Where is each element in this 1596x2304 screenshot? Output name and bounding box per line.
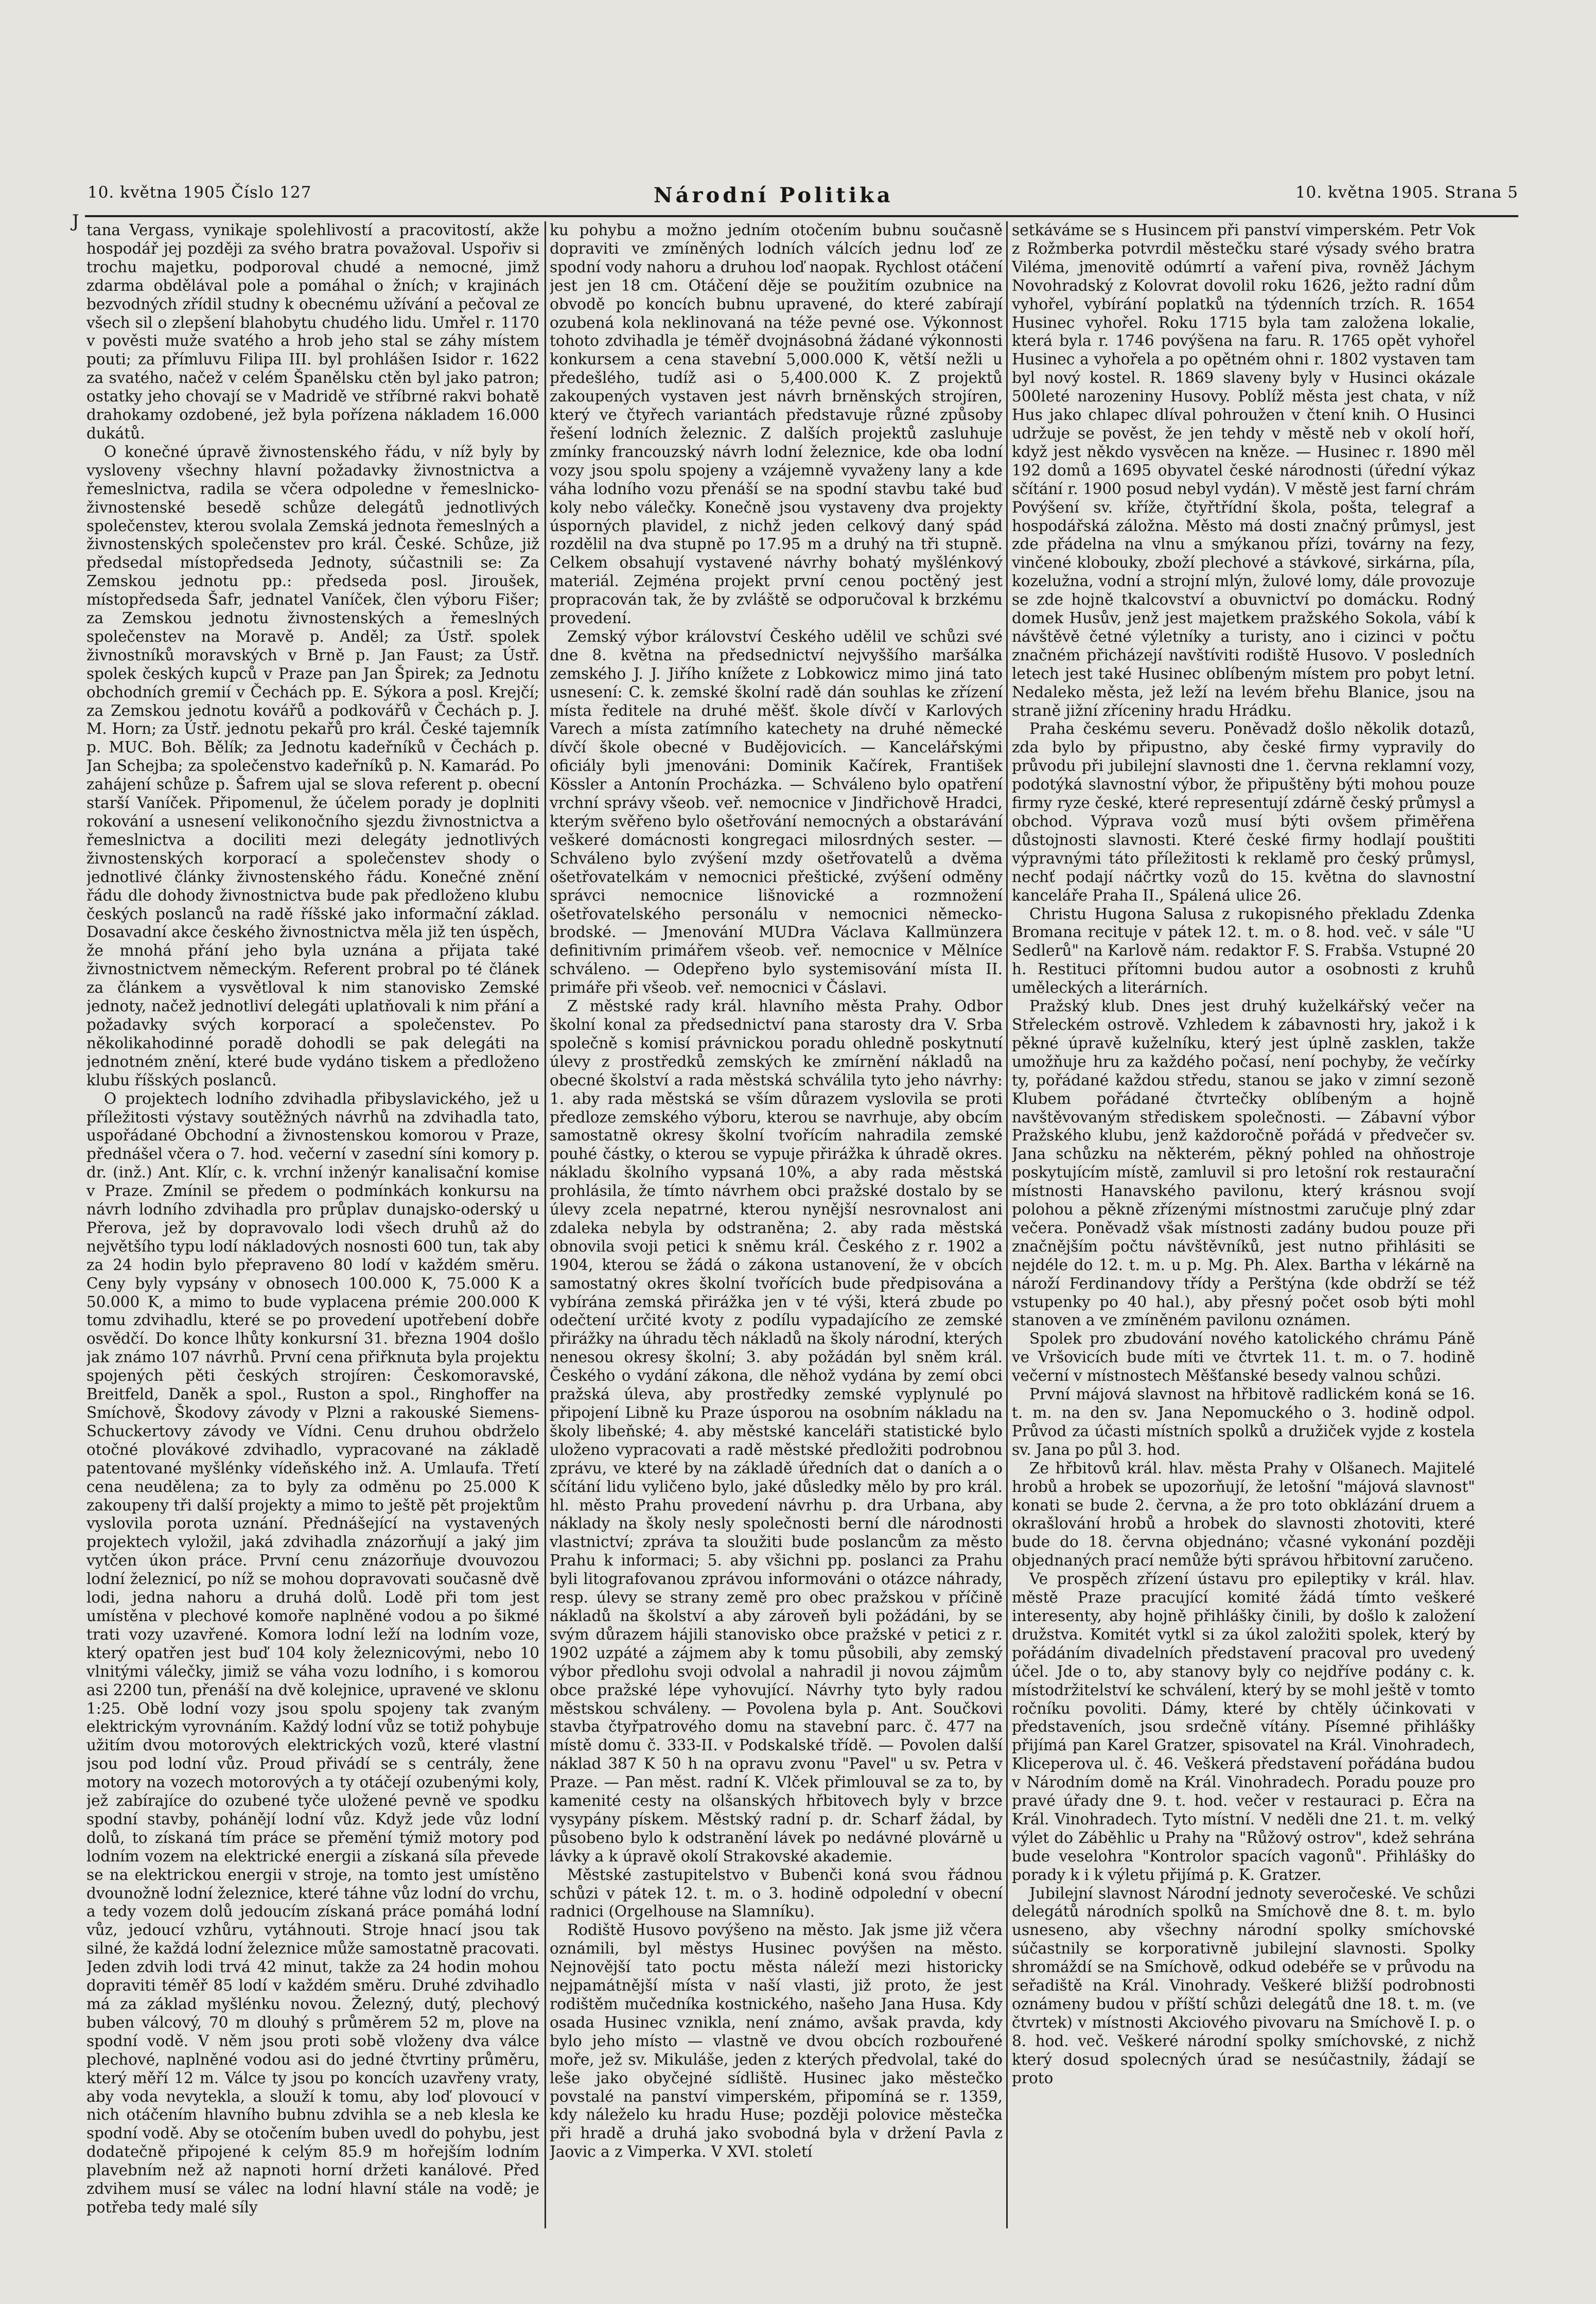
article-paragraph: Z městské rady král. hlavního města Prahy. Odbor školní konal za předsednictví pana starosty dra V. Srba společně s komisí právnickou poradu ohledně poskytnutí úlevy z prostředků zemských ke zmírnění nákladů na obecné školství a rada městská schválila tyto jeho návrhy: 1. aby rada městská se vším důrazem vyslovila se proti předloze zemského výboru, kterou se navrhuje, aby obcím samostatně okresy školní tvořícím nahradila zemské pouhé částky, o kterou se vypuje přirážka k úhradě okres. nákladu školního vypsaná 10%, a aby rada městská prohlásila, že tímto návrhem obci pražské dostalo by se úlevy zcela nepatrné, kterou nynější nesrovnalost ani zdaleka nebyla by odstraněna; 2. aby rada městská obnovila svoji petici k sněmu král. Českého z r. 1902 a 1904, kterou se žádá o zákona ustanovení, že v obcích samostatný okres školní tvořících bude předpisována a vybírána zemská přirážka jen v té výši, která zbude po odečtení určité kvoty z podílu vypadajícího ze zemské přirážky na úhradu těch nákladů na školy národní, kterých nenesou okresy školní; 3. aby požádán byl sněm král. Českého o vydání zákona, dle něhož vydána by zemí obci pražská úleva, aby prostředky zemské vyplynulé po připojení Libně ku Praze úsporou na osobním nákladu na školy libeňské; 4. aby městské kanceláři statistické bylo uloženo vypracovati a radě městské předložiti podrobnou zprávu, ve které by na základě úředních dat o daních a o sčítání lidu vyličeno bylo, jaké důsledky mělo by pro král. hl. město Prahu provedení návrhu p. dra Urbana, aby náklady na školy nesly společnosti berní dle národnosti vlastnictví; zpráva ta sloužiti bude poslancům za město Prahu k informaci; 5. aby všichni pp. poslanci za Prahu byli litografovanou zprávou informováni o otázce náhrady, resp. úlevy se strany země pro obec pražskou v příčině nákladů na školství a aby zároveň byli požádáni, by se svým důrazem hájili stanovisko obce pražské v petici z r. 1902 uzpáté a zájmem aby k tomu působili, aby zemský výbor předlohu svoji odvolal a nahradil ji novou zájmům obce pražské lépe vyhovující. Návrhy tyto byly radou městskou schváleny. — Povolena byla p. Ant. Součkovi stavba čtyřpatrového domu na stavební parc. č. 477 na místě domu č. 333-II. v Podskalské třídě. — Povolen další náklad 387 K 50 h na opravu zvonu "Pavel" u sv. Petra v Praze. — Pan měst. radní K. Vlček přimlouval se za to, by kamenité cesty na olšanských hřbitovech byly v brzce vysypány pískem. Městský radní p. dr. Scharf žádal, by působeno bylo k odstranění lávek po nedávné plovárně u lávky a k úpravě okolí Strakovské akademie.	[550, 997, 1003, 1865]
article-paragraph: Spolek pro zbudování nového katolického chrámu Páně ve Vršovicích bude míti ve čtvrtek 11. t. m. o 7. hodině večerní v místnostech Měšťanské besedy valnou schůzi.	[1012, 1330, 1475, 1385]
header-rule	[85, 215, 1518, 217]
article-paragraph: O projektech lodního zdvihadla přibyslavického, jež u příležitosti výstavy soutěžných návrhů na zdvihadla tato, uspořádané Obchodní a živnostenskou komorou v Praze, přednášel včera o 7. hod. večerní v zasední síni komory p. dr. (inž.) Ant. Klír, c. k. vrchní inženýr kanalisační komise v Praze. Zmínil se předem o podmínkách konkursu na návrh lodního zdvihadla pro průplav dunajsko-oderský u Přerova, jež by dopravovalo lodi všech druhů až do největšího typu lodí nákladových nosnosti 600 tun, tak aby za 24 hodin bylo přepraveno 80 lodí v každém směru. Ceny byly vypsány v obnosech 100.000 K, 75.000 K a 50.000 K, a mimo to bude vyplacena prémie 200.000 K tomu zdvihadlu, které se po provedení upotřebení dobře osvědčí. Do konce lhůty konkursní 31. března 1904 došlo jak známo 107 návrhů. První cena přiřknuta byla projektu spojených pěti českých strojíren: Českomoravské, Breitfeld, Daněk a spol., Ruston a spol., Ringhoffer na Smíchově, Škodovy závody v Plzni a rakouské Siemens-Schuckertovy závody ve Vídni. Cenu druhou obdrželo otočné plovákové zdvihadlo, vypracované na základě patentované myšlénky vídeňského inž. A. Umlaufa. Třetí cena neudělena; za to byly za odměnu po 25.000 K zakoupeny tři další projekty a mimo to ještě pět projektům vyslovila porota uznání. Přednášející na vystavených projektech vyložil, jaká zdvihadla znázorňují a jaký jim vytčen úkon práce. První cenu znázorňuje dvouvozou lodní železnicí, po níž se mohou dopravovati současně dvě lodi, jedna nahoru a druhá dolů. Lodě při tom jest umístěna v plechové komoře naplněné vodou a po šikmé trati vozy uzavřené. Komora lodní leží na lodním voze, který opatřen jest buď 104 koly železnicovými, nebo 10 vlnitými válečky, jimiž se váha vozu lodního, i s komorou asi 2200 tun, přenáší na dvě kolejnice, upravené ve sklonu 1:25. Obě lodní vozy jsou spolu spojeny tak zvaným elektrickým vyrovnáním. Každý lodní vůz se totiž pohybuje užitím dvou motorových elektrických vozů, které vlastní jsou pod lodní vůz. Proud přivádí se s centrály, žene motory na vozech motorových a ty otáčejí ozubenými koly, jež zabírajíce do ozubené tyče uložené pevně ve spodku spodní stavby, pohánějí lodní vůz. Když jede vůz lodní dolů, to získaná tím práce se přemění týmiž motory pod lodním vozem na elektrické energii a získaná síla převede se na elektrickou energii v stroje, na tomto jest umístěno dvounožně lodní železnice, které táhne vůz lodní do vrchu, a tedy vozem dolů jedoucím získaná práce pomáhá lodní vůz, jedoucí vzhůru, vytáhnouti. Stroje hnací jsou tak silné, že každá lodní železnice může samostatně pracovati. Jeden zdvih lodi trvá 42 minut, takže za 24 hodin mohou dopraviti téměř 85 lodí v každém směru. Druhé zdvihadlo má za základ myšlénku novou. Železný, dutý, plechový buben válcový, 70 m dlouhý s průměrem 52 m, plove na spodní vodě. V něm jsou proti sobě vloženy dva válce plechové, naplněné vodou asi do jedné čtvrtiny průměru, který měří 12 m. Válce ty jsou po koncích uzavřeny vraty, aby voda nevytekla, a slouží k tomu, aby loď plovoucí v nich otáčením hlavního bubnu zdvihla se a neb klesla ke spodní vodě. Aby se otočením buben uvedl do pohybu, jest dodatečně připojené k celým 85.9 m hořejším lodním plavebním než až napnoti horní držeti kanálové. Před zdvihem musí se válec na lodní hlavní stále na vodě; je potřeba tedy malé síly	[86, 1089, 539, 2216]
header-left: 10. května 1905 Číslo 127	[87, 183, 312, 202]
article-paragraph: Zemský výbor království Českého udělil ve schůzi své dne 8. května na předsednictví nejvyššího maršálka zemského J. J. Jiřího knížete z Lobkowicz mimo jiná tato usnesení: C. k. zemské školní radě dán souhlas ke zřízení místa ředitele na druhé měšť. škole dívčí v Karlových Varech a místa zatímního katechety na druhé německé dívčí škole obecné v Budějovicích. — Kancelářskými oficiály byli jmenováni: Dominik Kačírek, František Kössler a Antonín Procházka. — Schváleno bylo opatření vrchní správy všeob. veř. nemocnice v Jindřichově Hradci, kterým svěřeno bylo ošetřování nemocných a obstarávání veškeré domácnosti kongregaci milosrdných sester. — Schváleno bylo zvýšení mzdy ošetřovatelů a dvěma ošetřovatelkám v nemocnici přeštické, zvýšení odměny správci nemocnice lišnovické a rozmnožení ošetřovatelského personálu v nemocnici německo-brodské. — Jmenování MUDra Václava Kallmünzera definitivním primářem všeob. veř. nemocnice v Mělníce schváleno. — Odepřeno bylo systemisování místa II. primáře při všeob. veř. nemocnici v Čáslavi.	[550, 627, 1003, 997]
article-paragraph: Christu Hugona Salusa z rukopisného překladu Zdenka Bromana recituje v pátek 12. t. m. o 8. hod. več. v sále "U Sedlerů" na Karlově nám. redaktor F. S. Frabša. Vstupné 20 h. Restituci přítomni budou autor a osobnosti z kruhů uměleckých a literárních.	[1012, 905, 1475, 997]
column-3	[1012, 221, 1475, 2244]
article-paragraph: Ve prospěch zřízení ústavu pro epileptiky v král. hlav. městě Praze pracující komité žádá tímto veškeré interesenty, aby hojně přihlášky činili, by došlo k založení družstva. Komitét vytkl si za úkol založiti spolek, který by pořádáním divadelních představení pracoval pro uvedený účel. Jde o to, aby stanovy byly co nejdříve podány c. k. místodržitelství ke schválení, který by se mohl ještě v tomto ročníku povoliti. Dámy, které by chtěly účinkovati v představeních, jsou srdečně vítány. Písemné přihlášky přijímá pan Karel Gratzer, spisovatel na Král. Vinohradech, Kliceperova ul. č. 46. Veškerá představení pořádána budou v Národním domě na Král. Vinohradech. Poradu pouze pro pravé úřady dne 9. t. hod. večer v restauraci p. Ečra na Král. Vinohradech. Tyto místní. V neděli dne 21. t. m. velký výlet do Záběhlic u Prahy na "Růžový ostrov", kdež sehrána bude veselohra "Kontrolor spacích vagonů". Přihlášky do porady k i k výletu přijímá p. K. Gratzer.	[1012, 1570, 1475, 1884]
column-2	[550, 221, 1003, 2244]
column-divider	[1006, 221, 1008, 2228]
article-paragraph: Jubilejní slavnost Národní jednoty severočeské. Ve schůzi delegátů národních spolků na Smíchově dne 8. t. m. bylo usneseno, aby všechny národní spolky smíchovské súčastnily se korporativně jubilejní slavnosti. Spolky shromáždí se na Smíchově, odkud odebéře se v průvodu na seřadiště na Král. Vinohrady. Veškeré bližší podrobnosti oznámeny budou v příští schůzi delegátů dne 18. t. m. (ve čtvrtek) v místnosti Akciového pivovaru na Smíchově I. p. o 8. hod. več. Veškeré národní spolky smíchovské, z nichž který dosud spolecných úrad se nesúčastnily, žádají se proto	[1012, 1884, 1475, 2087]
article-paragraph: Městské zastupitelstvo v Bubenči koná svou řádnou schůzi v pátek 12. t. m. o 3. hodině odpolední v obecní radnici (Orgelhouse na Slamníku).	[550, 1866, 1003, 1921]
header-right: 10. května 1905. Strana 5	[1295, 183, 1518, 202]
article-paragraph: tana Vergass, vynikaje spolehlivostí a pracovitostí, akže hospodář jej později za svého bratra považoval. Uspořiv si trochu majetku, podporoval chudé a nemocné, jimž zdarma obdělával pole a pomáhal o žních; v krajinách bezvodných zřídil studny k obecnému užívání a pečoval ze všech sil o zlepšení blahobytu chudého lidu. Umřel r. 1170 v pověsti muže svatého a hrob jeho stal se záhy místem pouti; za přímluvu Filipa III. byl prohlášen Isidor r. 1622 za svatého, načež v celém Španělsku ctěn byl jako patron; ostatky jeho chovají se v Madridě ve stříbrné rakvi bohatě drahokamy ozdobené, jež byla pořízena nákladem 16.000 dukátů.	[86, 221, 539, 442]
article-paragraph: Praha českému severu. Poněvadž došlo několik dotazů, zda bylo by připustno, aby české firmy vypravily do průvodu při jubilejní slavnosti dne 1. června reklamní vozy, podotýká slavnostní výbor, že připuštěny býti mohou pouze firmy ryze české, které representují zdárně český průmysl a obchod. Výprava vozů musí býti ovšem přiměřena důstojnosti slavnosti. Které české firmy hodlají pouštiti výpravnými táto příležitosti k reklamě pro český průmysl, nechť podají náčrtky vozů do 15. května do slavnostní kanceláře Praha II., Spálená ulice 26.	[1012, 720, 1475, 904]
article-paragraph: ku pohybu a možno jedním otočením bubnu současně dopraviti ve zmíněných lodních válcích jednu loď ze spodní vody nahoru a druhou loď naopak. Rychlost otáčení jest jen 18 cm. Otáčení děje se použitím ozubnice na obvodě po koncích bubnu upravené, do které zabírají ozubená kola neklinovaná na téže pevné ose. Výkonnost tohoto zdvihadla je téměř dvojnásobná žádané výkonnosti konkursem a cena stavební 5,000.000 K, větší nežli u předešlého, tudíž asi o 5,400.000 K. Z projektů zakoupených vystaven jest návrh brněnských strojíren, který ve čtyřech variantách představuje různé způsoby řešení lodních železnic. Z dalších projektů zasluhuje zmínky francouzský návrh lodní železnice, kde oba lodní vozy jsou spolu spojeny a vzájemně vyvaženy lany a kde váha lodního vozu přenáší se na spodní stavbu také buď koly nebo válečky. Konečně jsou vystaveny dva projekty úsporných plavidel, z nichž jeden celkový daný spád rozdělil na dva stupně po 17.95 m a druhý na tři stupně. Celkem obsahují vystavené návrhy bohatý myšlénkový materiál. Zejména projekt první cenou poctěný jest propracován tak, že by zvláště se odporučoval k brzkému provedení.	[550, 221, 1003, 627]
article-paragraph: setkáváme se s Husincem při panství vimperském. Petr Vok z Rožmberka potvrdil městečku staré výsady svého bratra Viléma, jmenovitě odúmrtí a vaření piva, rovněž Jáchym Novohradský z Kolovrat dovolil roku 1626, ježto radní dům vyhořel, vybírání poplatků na týdenních trzích. R. 1654 Husinec vyhořel. Roku 1715 byla tam založena lokalie, která byla r. 1746 povýšena na faru. R. 1765 opět vyhořel Husinec a vyhořela a po opětném ohni r. 1802 vystaven tam byl nový kostel. R. 1869 slaveny byly v Husinci okázale 500leté narozeniny Husovy. Poblíž města jest chata, v níž Hus jako chlapec dlíval pohroužen v čtení knih. O Husinci udržuje se pověst, že jen tehdy v městě neb v okolí hoří, když jest někdo vysvěcen na kněze. — Husinec r. 1890 měl 192 domů a 1695 obyvatel české národnosti (úřední výkaz sčítání r. 1900 posud nebyl vydán). V městě jest farní chrám Povýšení sv. kříže, čtyřtřídní škola, pošta, telegraf a hospodářská záložna. Město má dosti značný průmysl, jest zde přádelna na vlnu a smýkanou přízi, továrny na fezy, vinčené klobouky, zboží plechové a stávkové, sirkárna, píla, kozelužna, vodní a strojní mlýn, žulové lomy, dále provozuje se zde hojně tkalcovství a obuvnictví po domácku. Rodný domek Husův, jenž jest majetkem pražského Sokola, vábí k návštěvě četné výletníky a turisty, ano i cizinci v počtu značném přicházejí navštíviti rodiště Husovo. V posledních letech jest také Husinec oblíbeným místem pro pobyt letní. Nedaleko města, jež leží na levém břehu Blanice, jsou na straně jižní zříceniny hradu Hrádku.	[1012, 221, 1475, 719]
masthead-title: Národní Politika	[654, 183, 893, 207]
article-paragraph: Pražský klub. Dnes jest druhý kuželkářský večer na Střeleckém ostrově. Vzhledem k zábavnosti hry, jakož i k pěkné úpravě kuželníku, který jest úplně zasklen, takže umožňuje hru za každého počasí, není pochyby, že večírky ty, pořádané každou středu, stanou se jako v zimní sezoně Klubem pořádané čtvrtečky oblíbeným a hojně navštěvovaným střediskem společnosti. — Zábavní výbor Pražského klubu, jenž každoročně pořádá v předvečer sv. Jana schůzku na některém, pěkný pohled na ohňostroje poskytujícím místě, zamluvil si pro letošní rok restaurační místnosti Hanavského pavilonu, který krásnou svojí polohou a pěkně zřízenými místnostmi zaručuje plný zdar večera. Poněvadž však místnosti zadány budou pouze při značnějším počtu návštěvníků, jest nutno přihlásiti se nejdéle do 12. t. m. u p. Mg. Ph. Alex. Bartha v lékárně na nároží Ferdinandovy třídy a Perštýna (kde obdrží se též vstupenky po 40 hal.), aby přesný počet osob býti mohl stanoven a ve zmíněném pavilonu oznámen.	[1012, 997, 1475, 1329]
page-header	[87, 183, 1518, 214]
column-divider	[545, 221, 546, 2228]
article-paragraph: O konečné úpravě živnostenského řádu, v níž byly by vysloveny všechny hlavní požadavky živnostnictva a řemeslnictva, radila se včera odpoledne v řemeslnicko-živnostenské besedě schůze delegátů jednotlivých společenstev, kterou svolala Zemská jednota řemeslných a živnostenských společenstev pro král. České. Schůze, již předsedal místopředseda Jednoty, súčastnili se: Za Zemskou jednotu pp.: předseda posl. Jiroušek, místopředseda Šafr, jednatel Vaníček, člen výboru Fišer; za Zemskou jednotu živnostenských a řemeslných společenstev na Moravě p. Anděl; za Ústř. spolek živnostníků moravských v Brně p. Jan Faust; za Ústř. spolek českých kupců v Praze pan Jan Špirek; za Jednotu obchodních gremií v Čechách pp. E. Sýkora a posl. Krejčí; za Zemskou jednotu kovářů a podkovářů v Čechách p. J. M. Horn; za Ústř. jednotu pekařů pro král. České tajemník p. MUC. Boh. Bělík; za Jednotu kadeřníků v Čechách p. Jan Schejba; za společenstvo kadeřníků p. N. Kamarád. Po zahájení schůze p. Šafrem ujal se slova referent p. obecní starší Vaníček. Připomenul, že účelem porady je doplniti rokování a usnesení velikonočního sjezdu živnostnictva a řemeslnictva a dociliti mezi delegáty jednotlivých živnostenských korporací a společenstev shody o jednotlivé články živnostenského řádu. Konečné znění řádu dle dohody živnostnictva bude pak předloženo klubu českých poslanců na radě říšské jako informační základ. Dosavadní akce českého živnostnictva měla již ten úspěch, že mnohá přání jeho byla uznána a přijata také živnostnictvem německým. Referent probral po té článek za článkem a vysvětloval k nim stanovisko Zemské jednoty, načež jednotliví delegáti uplatňovali k nim přání a požadavky svých korporací a společenstev. Po několikahodinné poradě dohodli se pak delegáti na jednotném znění, které bude vydáno tiskem a předloženo klubu říšských poslanců.	[86, 443, 539, 1089]
margin-mark: J	[72, 211, 79, 232]
article-paragraph: Ze hřbitovů král. hlav. města Prahy v Olšanech. Majitelé hrobů a hrobek se upozorňují, že letošní "májová slavnost" konati se bude 2. června, a že pro toto obklázání druem a okrašlování hrobů a hrobek do slavnosti zhotoviti, které bude do 18. června objednáno; včasné vykonání později objednaných prací nemůže býti správou hřbitovní zaručeno.	[1012, 1459, 1475, 1570]
article-paragraph: Rodiště Husovo povýšeno na město. Jak jsme již včera oznámili, byl městys Husinec povýšen na město. Nejnovější tato poctu města náleží mezi historicky nejpamátnější místa v naší vlasti, již proto, že jest rodištěm mučedníka kostnického, našeho Jana Husa. Kdy osada Husinec vznikla, není známo, avšak pravda, kdy bylo jeho místo — vlastně ve dvou obcích rozbouřené moře, jež sv. Mikuláše, jeden z kterých předvolal, také do leše jako obyčejné sídliště. Husinec jako městečko povstalé na panství vimperském, připomíná se r. 1359, kdy náleželo ku hradu Huse; později polovice městečka při hradě a druhá jako svobodná byla v držení Pavla z Jaovic a z Vimperka. V XVI. století	[550, 1921, 1003, 2161]
column-1	[86, 221, 539, 2244]
article-paragraph: První májová slavnost na hřbitově radlickém koná se 16. t. m. na den sv. Jana Nepomuckého o 3. hodině odpol. Průvod za účasti místních spolků a družiček vyjde z kostela sv. Jana po půl 3. hod.	[1012, 1385, 1475, 1458]
